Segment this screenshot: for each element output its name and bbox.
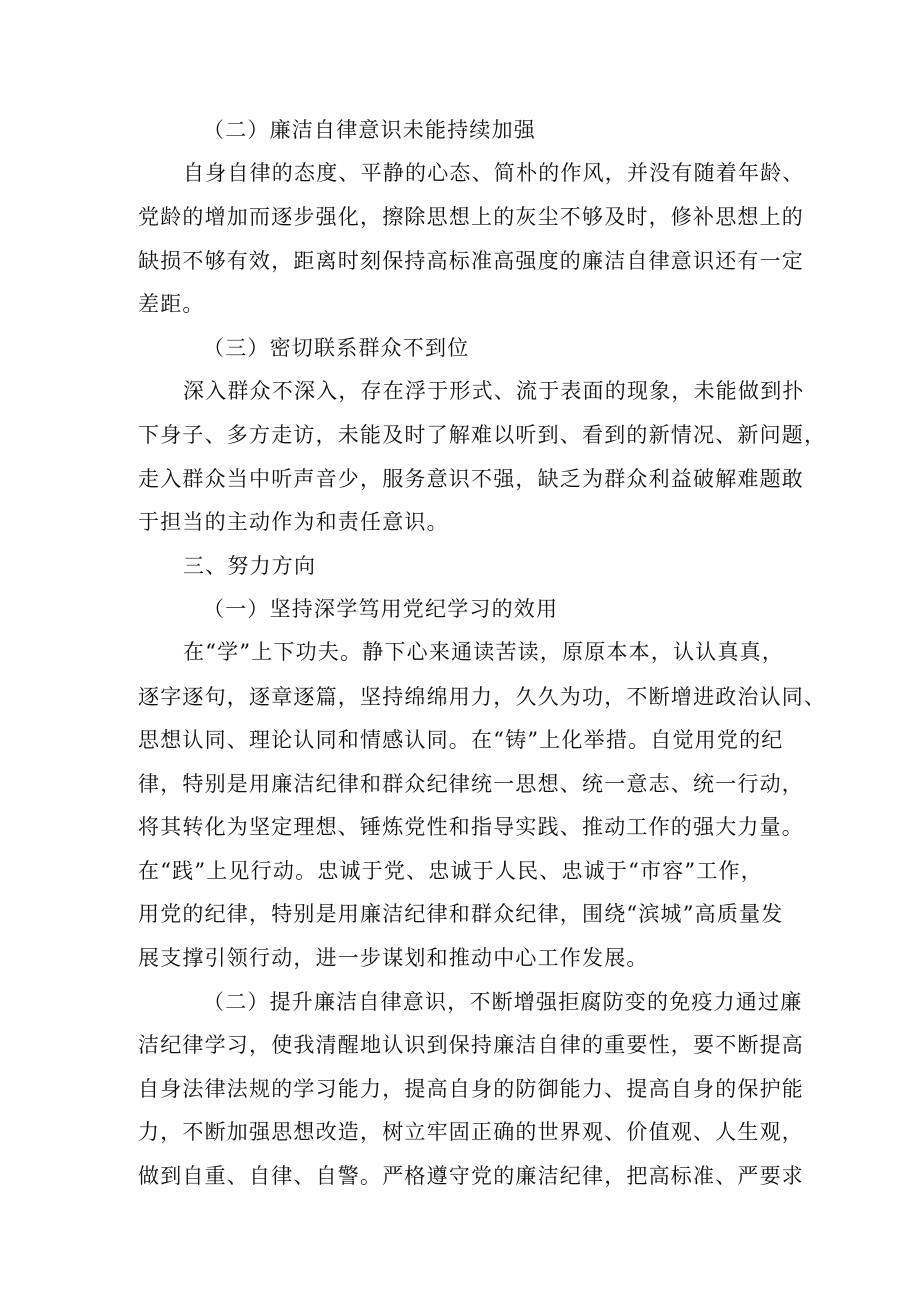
paragraph-line: 深入群众不深入，存在浮于形式、流于表面的现象，未能做到扑	[183, 379, 805, 403]
paragraph-line: 自身法律法规的学习能力，提高自身的防御能力、提高自身的保护能	[138, 1077, 804, 1101]
paragraph-line: 洁纪律学习，使我清醒地认识到保持廉洁自律的重要性，要不断提高	[138, 1033, 804, 1057]
paragraph-line: 缺损不够有效，距离时刻保持高标准高强度的廉洁自律意识还有一定	[138, 249, 804, 273]
paragraph-line: 将其转化为坚定理想、锤炼党性和指导实践、推动工作的强大力量。	[138, 815, 804, 839]
paragraph-line: 逐字逐句，逐章逐篇，坚持绵绵用力，久久为功，不断增进政治认同、	[138, 685, 827, 709]
paragraph-line: 展支撑引领行动，进一步谋划和推动中心工作发展。	[138, 946, 649, 970]
paragraph-line: 在“学”上下功夫。静下心来通读苦读，原原本本，认认真真，	[183, 640, 785, 664]
paragraph-line: 自身自律的态度、平静的心态、简朴的作风，并没有随着年龄、	[183, 161, 805, 185]
paragraph-line: 于担当的主动作为和责任意识。	[138, 510, 449, 534]
subheading-1: （一）坚持深学笃用党纪学习的效用	[203, 597, 559, 621]
paragraph-line: 差距。	[138, 292, 205, 316]
subheading-3: （三）密切联系群众不到位	[203, 336, 470, 360]
paragraph-line: 力，不断加强思想改造，树立牢固正确的世界观、价值观、人生观，	[138, 1120, 804, 1144]
subheading-2: （二）廉洁自律意识未能持续加强	[203, 118, 536, 142]
paragraph-line: 在“践”上见行动。忠诚于党、忠诚于人民、忠诚于“市容”工作，	[138, 859, 763, 883]
paragraph-line: 思想认同、理论认同和情感认同。在“铸”上化举措。自觉用党的纪	[138, 728, 784, 752]
paragraph-line: 下身子、多方走访，未能及时了解难以听到、看到的新情况、新问题，	[138, 423, 827, 447]
paragraph-line: 走入群众当中听声音少，服务意识不强，缺乏为群众利益破解难题敢	[138, 467, 804, 491]
section-heading: 三、努力方向	[183, 554, 317, 578]
paragraph-line: 用党的纪律，特别是用廉洁纪律和群众纪律，围绕“滨城”高质量发	[138, 902, 784, 926]
paragraph-line: （二）提升廉洁自律意识，不断增强拒腐防变的免疫力通过廉	[203, 990, 803, 1014]
paragraph-line: 党龄的增加而逐步强化，擦除思想上的灰尘不够及时，修补思想上的	[138, 205, 804, 229]
paragraph-line: 做到自重、自律、自警。严格遵守党的廉洁纪律，把高标准、严要求	[138, 1164, 804, 1188]
paragraph-line: 律，特别是用廉洁纪律和群众纪律统一思想、统一意志、统一行动，	[138, 772, 804, 796]
